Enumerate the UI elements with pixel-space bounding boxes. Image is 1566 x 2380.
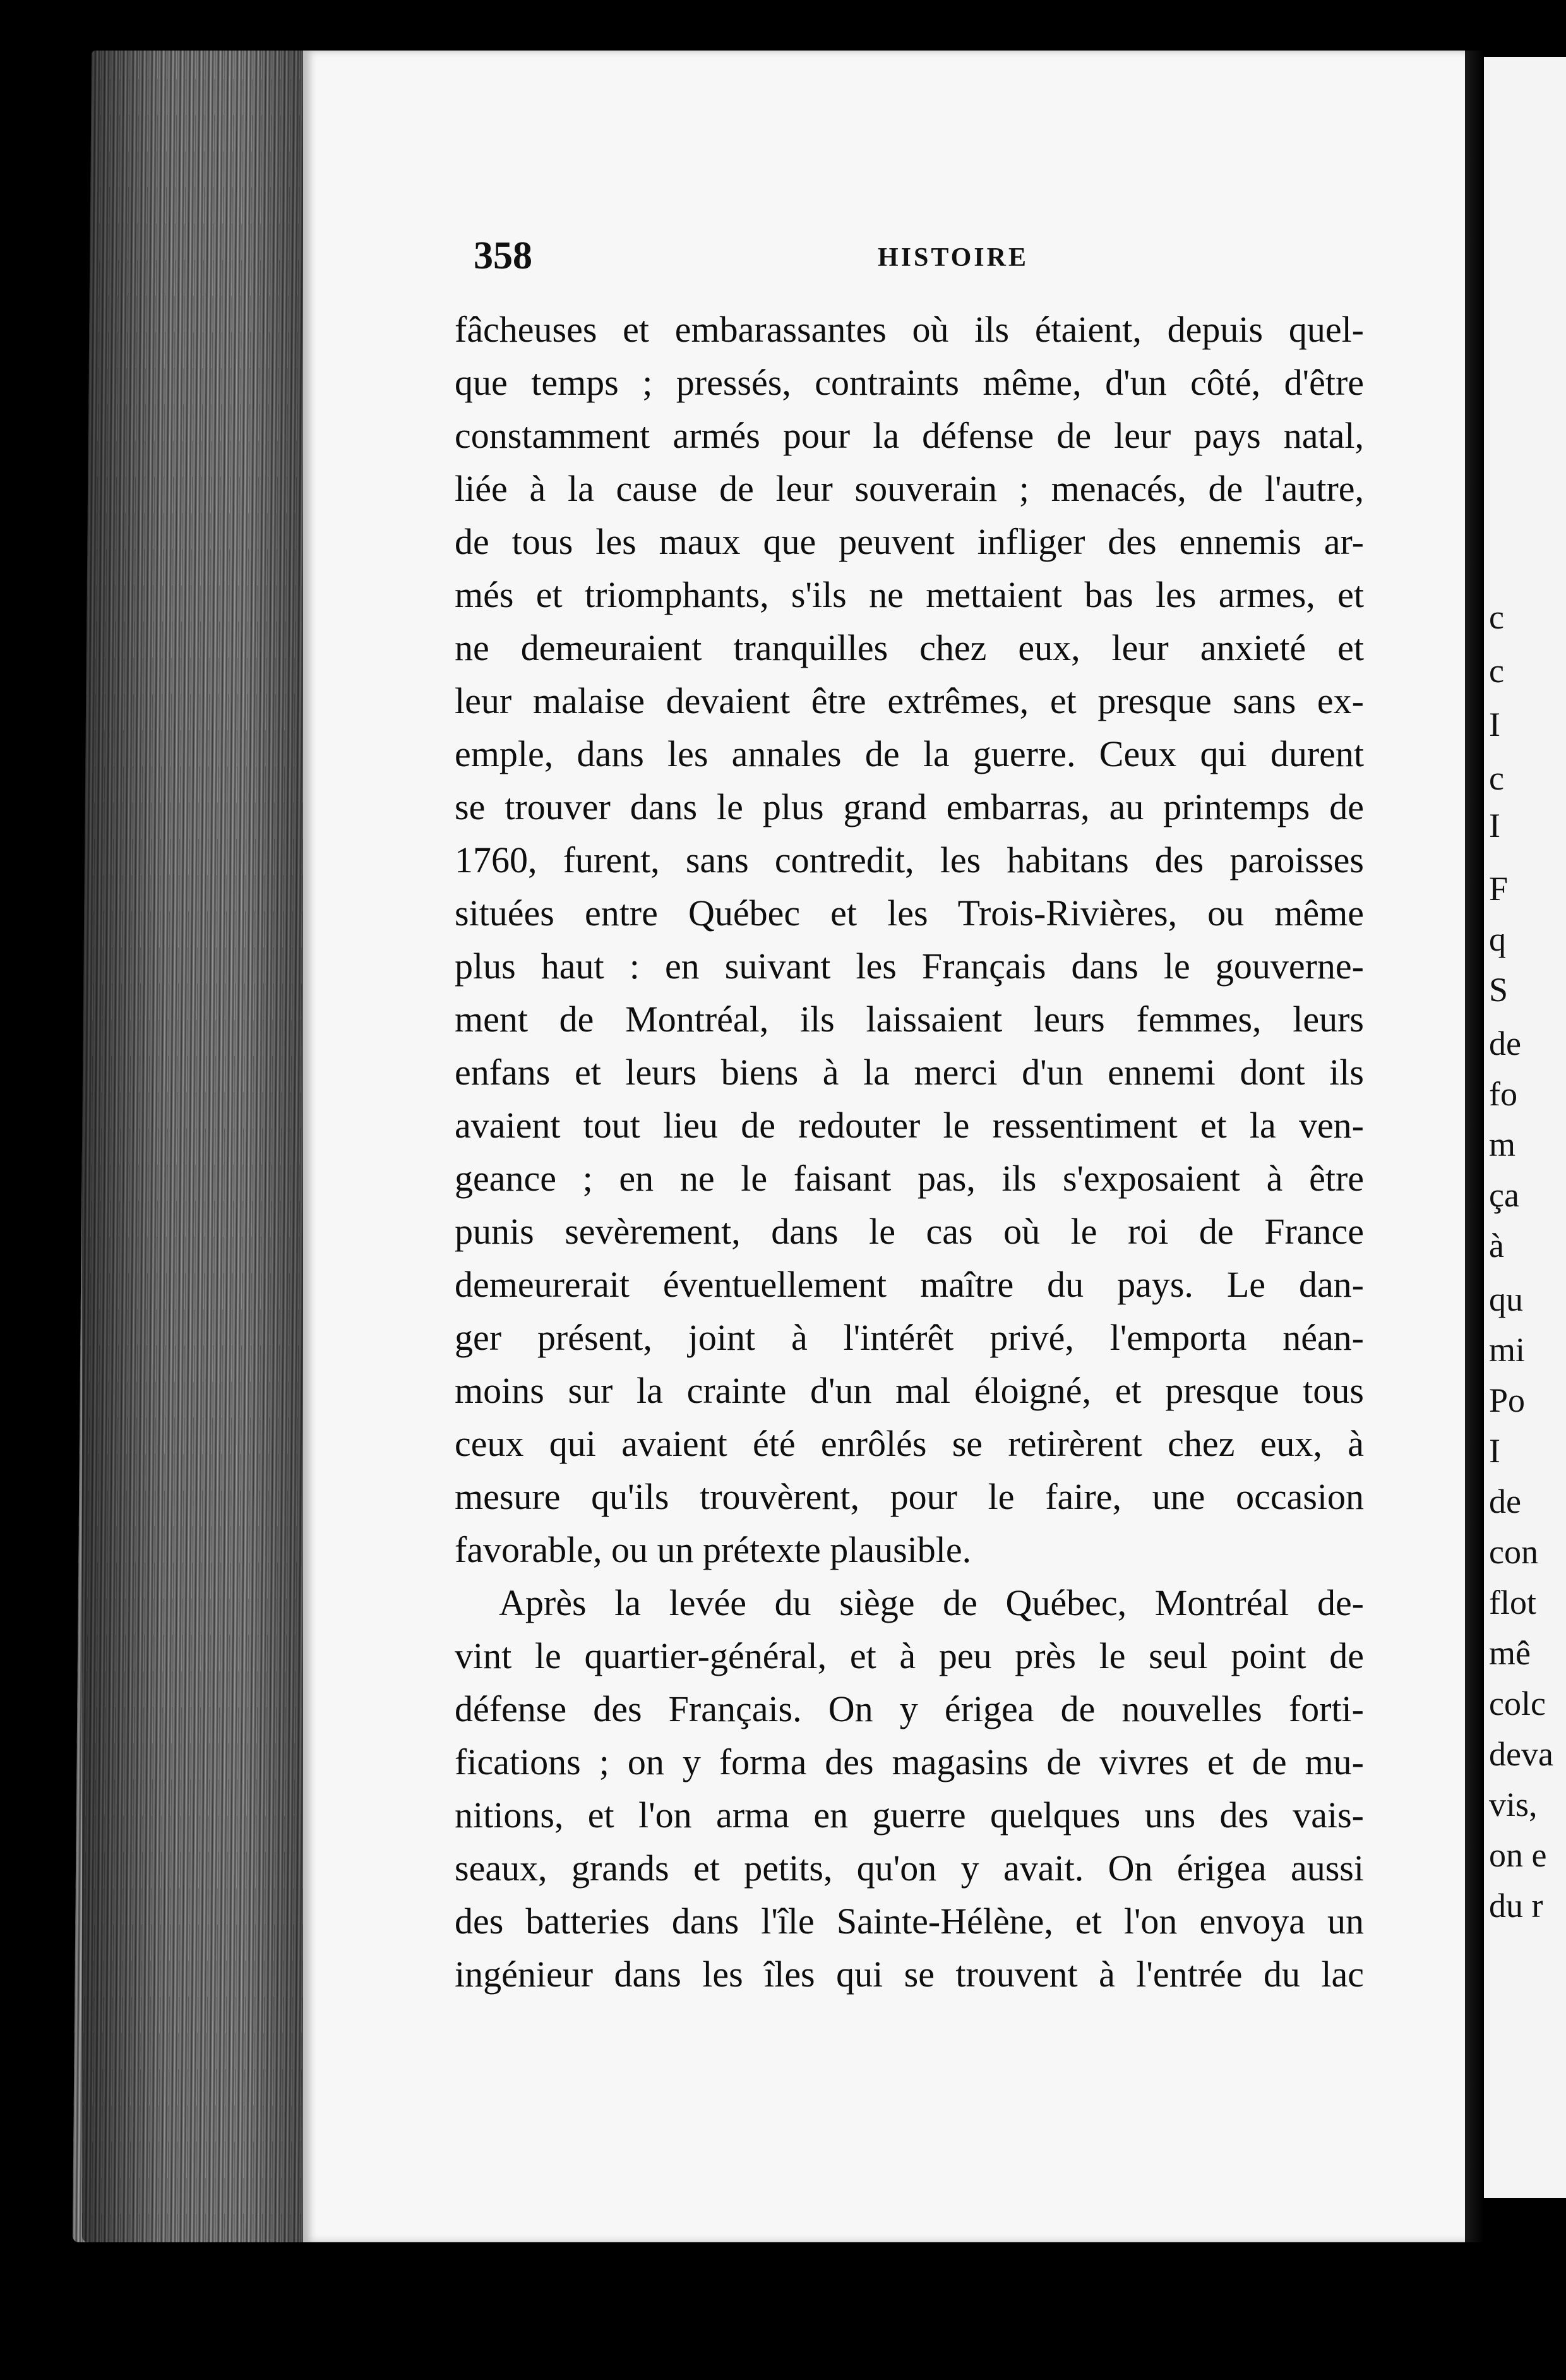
right-page-text: ça <box>1489 1176 1519 1214</box>
right-page-text: q <box>1489 920 1506 958</box>
right-page-text: con <box>1489 1533 1538 1571</box>
right-page-text: mê <box>1489 1634 1531 1672</box>
text-line: ger présent, joint à l'intérêt privé, l'emporta néan- <box>455 1317 1364 1358</box>
right-page-text: F <box>1489 870 1509 908</box>
right-page-fragment <box>1484 57 1566 2198</box>
text-line: favorable, ou un prétexte plausible. <box>455 1529 972 1570</box>
right-page-text: colc <box>1489 1685 1546 1722</box>
text-line: 1760, furent, sans contredit, les habitans des paroisses <box>455 839 1364 880</box>
right-page-text: mi <box>1489 1331 1526 1369</box>
text-line: mesure qu'ils trouvèrent, pour le faire, une occasion <box>455 1476 1364 1517</box>
page-number: 358 <box>474 234 532 277</box>
text-line: avaient tout lieu de redouter le ressentiment et la ven- <box>455 1105 1364 1146</box>
right-page-text: flot <box>1489 1584 1536 1621</box>
text-line: des batteries dans l'île Sainte-Hélène, et l'on envoya un <box>455 1901 1364 1942</box>
right-page-text: vis, <box>1489 1786 1538 1824</box>
right-page-text: I <box>1489 1432 1500 1470</box>
text-line: fâcheuses et embarassantes où ils étaient, depuis quel- <box>455 309 1364 350</box>
text-line: situées entre Québec et les Trois-Rivières, ou même <box>455 892 1364 934</box>
right-page-text: c <box>1489 652 1504 690</box>
right-page-text: de <box>1489 1482 1521 1520</box>
right-page-text: Po <box>1489 1381 1526 1419</box>
right-page-text: c <box>1489 759 1504 797</box>
text-line: emple, dans les annales de la guerre. Ceux qui durent <box>455 733 1364 774</box>
text-line: nitions, et l'on arma en guerre quelques uns des vais- <box>455 1794 1364 1836</box>
right-page-text: de <box>1489 1025 1521 1062</box>
text-line: vint le quartier-général, et à peu près le seul point de <box>455 1635 1364 1676</box>
text-line: leur malaise devaient être extrêmes, et presque sans ex- <box>455 680 1364 721</box>
text-line: demeurerait éventuellement maître du pays. Le dan- <box>455 1264 1364 1305</box>
right-page-text: du r <box>1489 1887 1543 1925</box>
right-page-text: à <box>1489 1227 1504 1265</box>
page-header <box>474 234 1358 284</box>
text-line: fications ; on y forma des magasins de vivres et de mu- <box>455 1741 1364 1782</box>
text-line: liée à la cause de leur souverain ; menacés, de l'autre, <box>455 468 1364 509</box>
text-line: plus haut : en suivant les Français dans le gouverne- <box>455 946 1364 987</box>
right-page-text: deva <box>1489 1735 1553 1773</box>
text-line: que temps ; pressés, contraints même, d'un côté, d'être <box>455 362 1364 403</box>
running-head: HISTOIRE <box>878 243 1029 272</box>
book-edge-shadow <box>82 51 316 2242</box>
text-line: ment de Montréal, ils laissaient leurs femmes, leurs <box>455 999 1364 1040</box>
text-line: enfans et leurs biens à la merci d'un ennemi dont ils <box>455 1052 1364 1093</box>
text-line: ceux qui avaient été enrôlés se retirèrent chez eux, à <box>455 1423 1364 1464</box>
right-page-text: I <box>1489 706 1500 743</box>
right-page-text: I <box>1489 807 1500 844</box>
text-line: constamment armés pour la défense de leur pays natal, <box>455 415 1364 456</box>
book-gutter <box>1465 51 1484 2242</box>
right-page-text: on e <box>1489 1836 1547 1874</box>
right-page-text: m <box>1489 1126 1516 1163</box>
text-line: moins sur la crainte d'un mal éloigné, et presque tous <box>455 1370 1364 1411</box>
text-line: geance ; en ne le faisant pas, ils s'exposaient à être <box>455 1158 1364 1199</box>
text-line: ingénieur dans les îles qui se trouvent à l'entrée du lac <box>455 1954 1364 1995</box>
paragraph-start-line: Après la levée du siège de Québec, Montréal de- <box>499 1582 1364 1623</box>
right-page-text: qu <box>1489 1280 1523 1318</box>
right-page-text: fo <box>1489 1075 1517 1113</box>
text-line: ne demeuraient tranquilles chez eux, leur anxieté et <box>455 627 1364 668</box>
body-text <box>455 303 1364 2001</box>
text-line: de tous les maux que peuvent infliger des ennemis ar- <box>455 521 1364 562</box>
right-page-text: S <box>1489 971 1509 1009</box>
right-page-text: c <box>1489 598 1504 636</box>
text-line: se trouver dans le plus grand embarras, au printemps de <box>455 786 1364 827</box>
text-line: punis sevèrement, dans le cas où le roi de France <box>455 1211 1364 1252</box>
text-line: més et triomphants, s'ils ne mettaient bas les armes, et <box>455 574 1364 615</box>
text-line: défense des Français. On y érigea de nouvelles forti- <box>455 1688 1364 1729</box>
text-line: seaux, grands et petits, qu'on y avait. On érigea aussi <box>455 1848 1364 1889</box>
